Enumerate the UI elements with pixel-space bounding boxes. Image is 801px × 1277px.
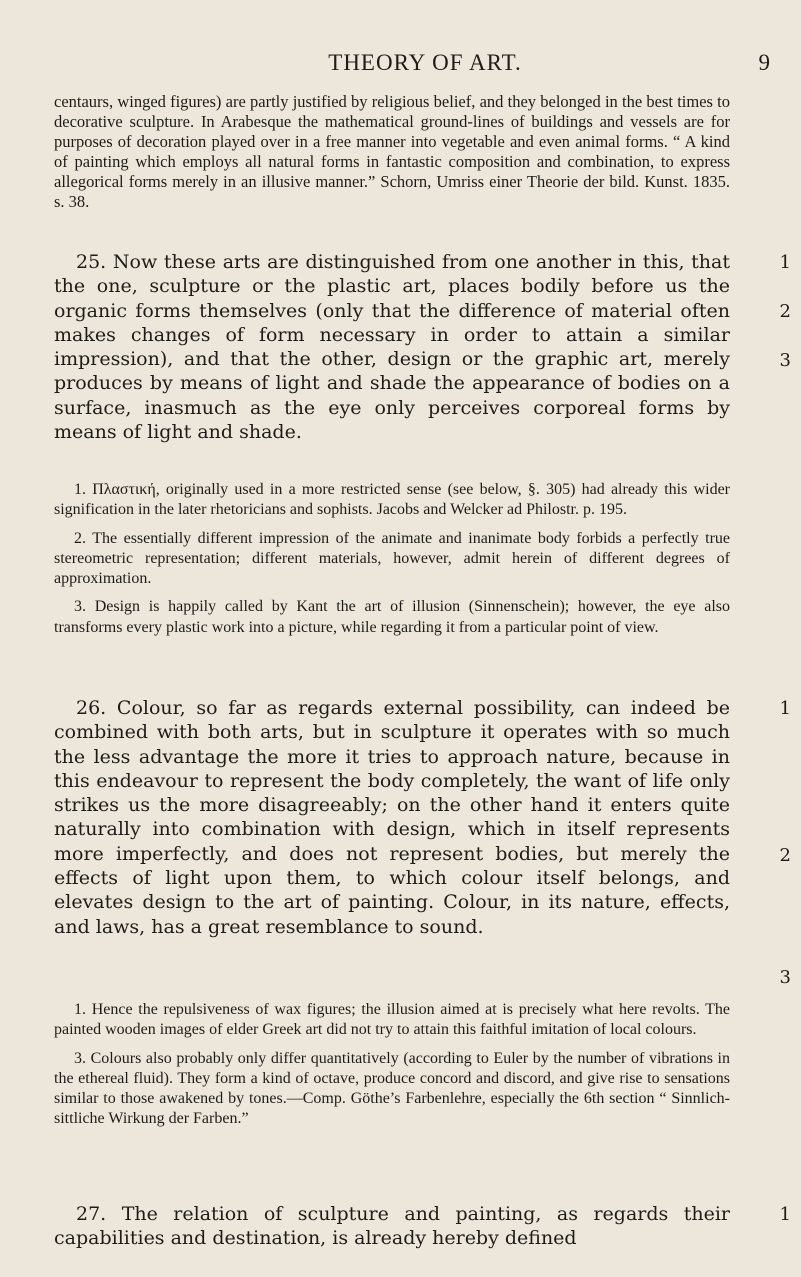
running-header bbox=[80, 50, 770, 78]
running-title: THEORY OF ART. bbox=[328, 50, 522, 75]
section-25-notes bbox=[54, 480, 730, 638]
footnote-text: The essentially different impression of the animate and inanimate body forbids a perfectly true stereometric representation; different materials, however, admit herein of different degrees of approximation. bbox=[54, 529, 730, 588]
section-paragraph bbox=[54, 1202, 730, 1251]
footnote bbox=[54, 1000, 730, 1041]
margin-ref: 1 bbox=[779, 252, 791, 273]
footnote-text: Colours also probably only differ quantitatively (according to Euler by the number of vibrations in the ethereal fluid). They form a kind of octave, produce concord and discord, and give rise to sensations similar to those awakened by tones.—Comp. Göthe’s Farbenlehre, especially the 6th section “ Sinnlich-sittliche Wirkung der Farben.” bbox=[54, 1049, 731, 1128]
page-number: 9 bbox=[758, 50, 770, 75]
continuation-block bbox=[54, 92, 730, 212]
footnote-number: 2. bbox=[74, 529, 86, 547]
section-text: Colour, so far as regards external possibility, can indeed be combined with both arts, but in sculpture it operates with so much the less advantage the more it tries to approach nature, because in this endeavour to represent the body completely, the want of life only strikes us the more disagreeably; on the other hand it enters quite naturally into combination with design, which in itself represents more imperfectly, and does not represent bodies, but merely the effects of light upon them, to which colour itself belongs, and elevates design to the art of painting. Colour, in its nature, effects, and laws, has a great resemblance to sound. bbox=[54, 697, 731, 938]
section-26-notes bbox=[54, 1000, 730, 1130]
margin-ref: 2 bbox=[779, 845, 791, 866]
margin-ref: 1 bbox=[779, 1204, 791, 1225]
section-paragraph bbox=[54, 696, 730, 939]
footnote bbox=[54, 529, 730, 590]
margin-ref: 3 bbox=[779, 967, 791, 988]
section-27 bbox=[54, 1202, 730, 1251]
footnote bbox=[54, 480, 730, 521]
footnote-text: Design is happily called by Kant the art of illusion (Sinnenschein); however, the eye also transforms every plastic work into a picture, while regarding it from a particular point of view. bbox=[54, 598, 731, 636]
section-25 bbox=[54, 250, 730, 444]
margin-ref: 3 bbox=[779, 350, 791, 371]
footnote bbox=[54, 597, 730, 638]
section-number: 27. bbox=[76, 1203, 107, 1225]
section-26 bbox=[54, 696, 730, 939]
section-text: The relation of sculpture and painting, as regards their capabilities and destination, is already hereby defined bbox=[54, 1203, 730, 1250]
footnote-text: Πλαστική, originally used in a more restricted sense (see below, §. 305) had already this wider signification in the later rhetoricians and sophists. Jacobs and Welcker ad Philostr. p. 195. bbox=[54, 481, 730, 519]
footnote-text: Hence the repulsiveness of wax figures; the illusion aimed at is precisely what here revolts. The painted wooden images of elder Greek art did not try to attain this faithful imitation of local colours. bbox=[54, 1001, 730, 1039]
footnote-number: 1. bbox=[74, 1001, 86, 1018]
section-paragraph bbox=[54, 250, 730, 444]
footnote-number: 1. bbox=[74, 481, 86, 498]
section-number: 25. bbox=[76, 251, 107, 273]
footnote-number: 3. bbox=[74, 598, 86, 616]
footnote bbox=[54, 1049, 730, 1130]
section-text: Now these arts are distinguished from one another in this, that the one, sculpture or the plastic art, places bodily before us the organic forms themselves (only that the difference of material often makes changes of form necessary in order to attain a similar impression), and that the other, design or the graphic art, merely produces by means of light and shade the appearance of bodies on a surface, inasmuch as the eye only perceives corporeal forms by means of light and shade. bbox=[54, 251, 730, 444]
margin-ref: 2 bbox=[779, 301, 791, 322]
continuation-paragraph: centaurs, winged figures) are partly justified by religious belief, and they belonged in the best times to decorative sculpture. In Arabesque the mathematical ground-lines of buildings and vessels are for purposes of decoration played over in a free manner into vegetable and even animal forms. “ A kind of painting which employs all natural forms in fantastic composition and combination, to express allegorical forms merely in an illusive manner.” Schorn, Umriss einer Theorie der bild. Kunst. 1835. s. 38. bbox=[54, 92, 730, 211]
section-number: 26. bbox=[76, 697, 107, 719]
footnote-number: 3. bbox=[74, 1049, 86, 1067]
margin-ref: 1 bbox=[779, 698, 791, 719]
